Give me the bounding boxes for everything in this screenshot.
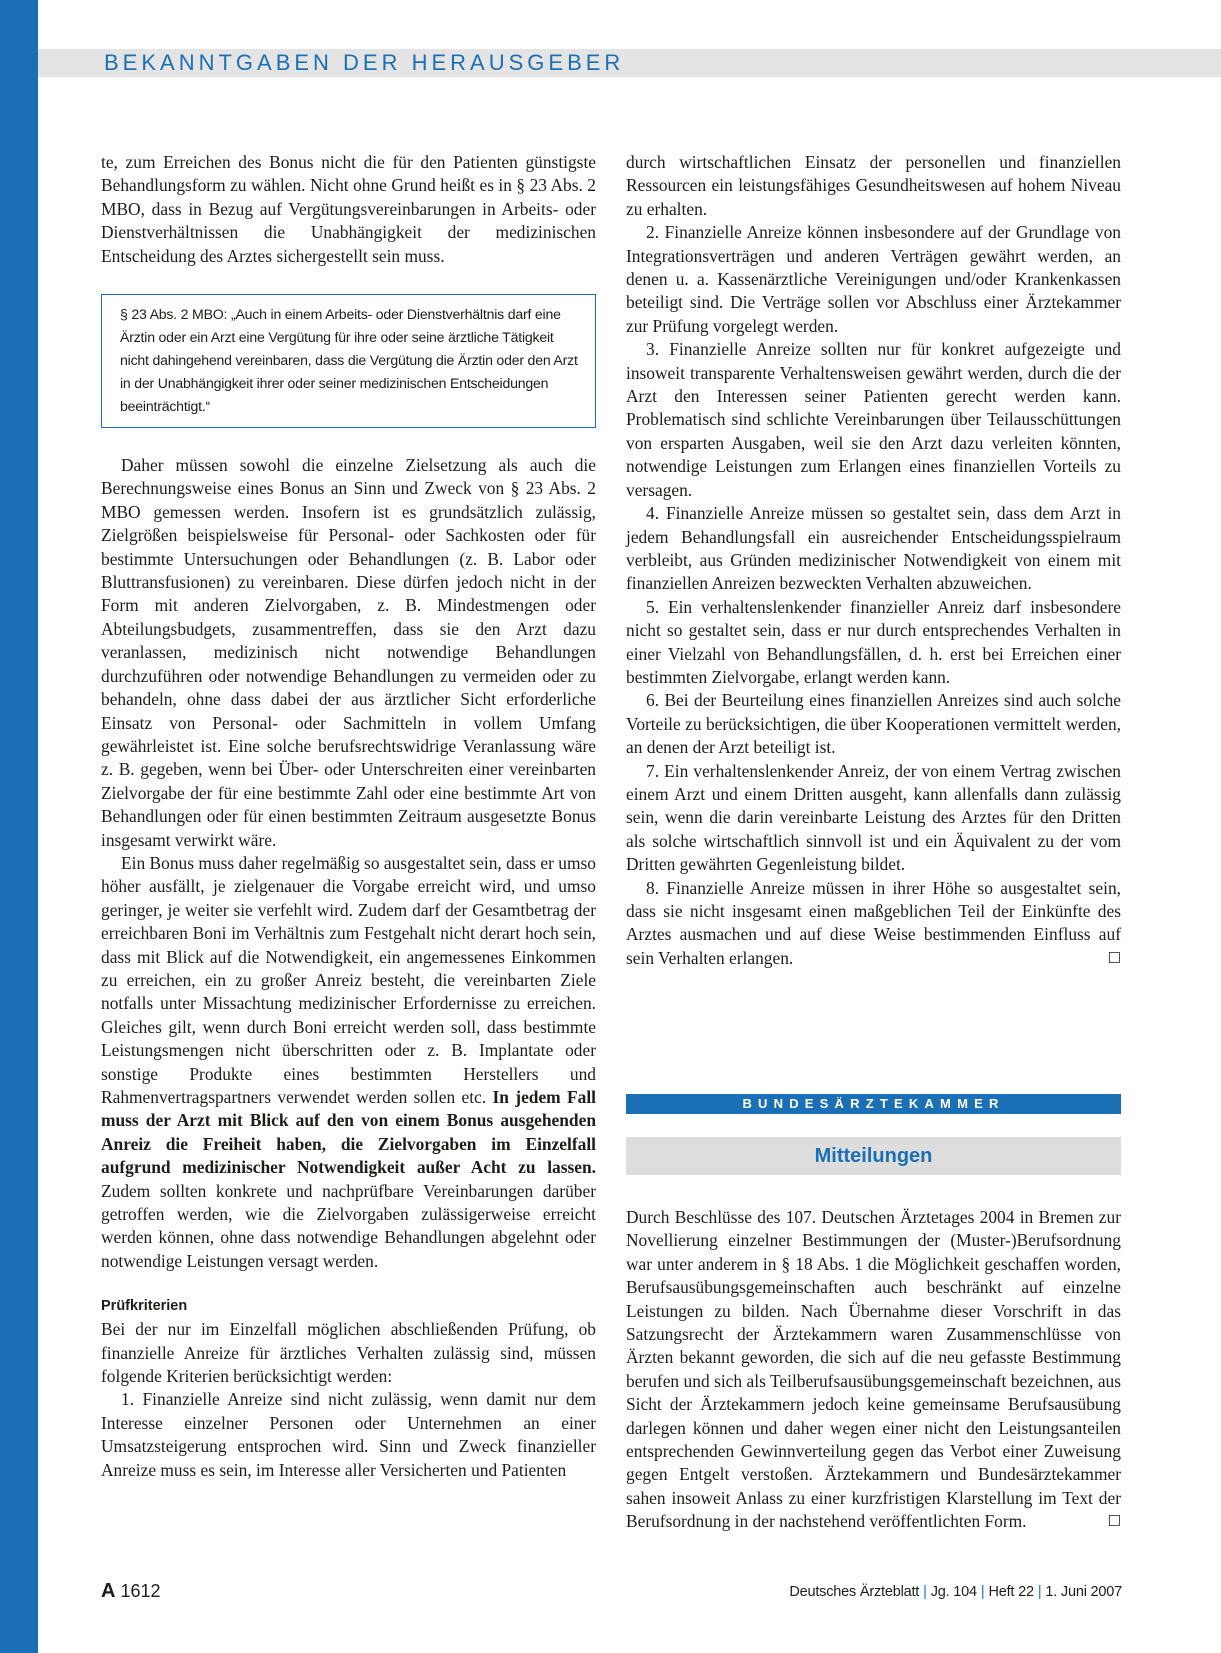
paragraph bbox=[626, 1206, 1121, 1534]
criteria-item: 7. Ein verhaltenslenkender Anreiz, der von einem Vertrag zwischen einem Arzt und einem Dritten ausgeht, kann allenfalls dann zulässig sein, wenn die darin vereinbarte Leistung des Arztes für den Dritten als solche wirtschaftlich sinnvoll ist und ein Äquivalent zu der vom Dritten gewährten Gegenleistung bildet. bbox=[626, 760, 1121, 875]
law-quote-box: § 23 Abs. 2 MBO: „Auch in einem Arbeits- oder Dienstverhältnis darf eine Ärztin oder ein Arzt eine Vergütung für ihre oder seine ärztliche Tätigkeit nicht dahingehend vereinbaren, dass die Vergütung die Ärztin oder den Arzt in der Unabhängigkeit ihrer oder seiner medizinischen Entscheidungen beeinträchtigt.“ bbox=[101, 294, 596, 428]
volume: Jg. 104 bbox=[930, 1584, 977, 1600]
issue: Heft 22 bbox=[988, 1584, 1034, 1600]
bold-statement: In jedem Fall muss der Arzt mit Blick auf den von einem Bonus ausgehenden Anreiz die Freiheit haben, die Zielvorgaben im Einzelfall aufgrund medizinischer Notwendigkeit außer Acht zu lassen. bbox=[101, 1087, 596, 1178]
paragraph: Bei der nur im Einzelfall möglichen abschließenden Prüfung, ob finanzielle Anreize für ärztliches Verhalten zulässig sind, müssen folgende Kriterien berücksichtigt werden: bbox=[101, 1319, 596, 1387]
paragraph bbox=[101, 852, 596, 1273]
paragraph: durch wirtschaftlichen Einsatz der personellen und finanziellen Ressourcen ein leistungsfähiges Gesundheitswesen auf hohem Niveau zu erhalten. bbox=[626, 152, 1121, 219]
subheading: Prüfkriterien bbox=[101, 1298, 188, 1315]
criteria-item: 2. Finanzielle Anreize können insbesondere auf der Grundlage von Integrationsverträgen und anderen Verträgen gewährt werden, an denen u. a. Kassenärztliche Vereinigungen und/oder Krankenkassen beteiligt sind. Die Verträge sollen vor Abschluss einer Ärztekammer zur Prüfung vorgelegt werden. bbox=[626, 222, 1121, 336]
baek-label-bar: BUNDESÄRZTEKAMMER bbox=[626, 1094, 1121, 1114]
paragraph: te, zum Erreichen des Bonus nicht die für den Patienten günstigste Behandlungsform zu wählen. Nicht ohne Grund heißt es in § 23 Abs. 2 MBO, dass in Bezug auf Vergütungsvereinbarungen in Arbeits- oder Dienstverhältnissen die Unabhängigkeit der medizinischen Entscheidung des Arztes sichergestellt sein muss. bbox=[101, 152, 596, 266]
criteria-item: 6. Bei der Beurteilung eines finanziellen Anreizes sind auch solche Vorteile zu berücksichtigen, die über Kooperationen vermittelt werden, an denen der Arzt beteiligt ist. bbox=[626, 690, 1121, 758]
end-mark-icon: ☐ bbox=[1107, 1512, 1121, 1531]
criteria-item: 4. Finanzielle Anreize müssen so gestaltet sein, dass dem Arzt in jedem Behandlungsfall ein ausreichender Entscheidungsspielraum verbleibt, aus Gründen medizinischer Notwendigkeit von einem mit finanziellen Anreizen bezweckten Verhalten abzuweichen. bbox=[626, 503, 1121, 594]
sidebar-accent-bar bbox=[0, 0, 38, 1653]
text-run: Durch Beschlüsse des 107. Deutschen Ärztetages 2004 in Bremen zur Novellierung einzelner Bestimmungen der (Muster-)Berufsordnung war unter anderem in § 18 Abs. 1 die Möglichkeit geschaffen worden, Berufsausübungsgemeinschaften auch beschränkt auf einzelne Leistungen zu bilden. Nach Übernahme dieser Vorschrift in das Satzungsrecht der Ärztekammern waren Zusammenschlüsse von Ärzten bekannt geworden, die sich auf die neu gefasste Bestimmung berufen und sich als Teilberufsausübungsgemeinschaft bezeichnen, aus Sicht der Ärztekammern jedoch keine gemeinsame Berufsausübung darlegen können und daher wegen einer nicht den Leistungsanteilen entsprechenden Gewinnverteilung gegen das Verbot einer Zuweisung gegen Entgelt verstoßen. Ärztekammern und Bundesärztekammer sahen insoweit Anlass zu einer kurzfristigen Klarstellung im Text der Berufsordnung in der nachstehend veröffentlichten Form. bbox=[626, 1207, 1121, 1532]
page-number bbox=[101, 1580, 161, 1602]
separator: | bbox=[980, 1584, 985, 1600]
criteria-item bbox=[626, 877, 1121, 971]
separator: | bbox=[923, 1584, 927, 1600]
text-run: Ein Bonus muss daher regelmäßig so ausgestaltet sein, dass er umso höher ausfällt, je zielgenauer die Vorgabe erreicht wird, und umso geringer, je weiter sie verfehlt wird. Zudem darf der Gesamtbetrag der erreichbaren Boni im Verhältnis zum Festgehalt nicht derart hoch sein, dass mit Blick auf die Notwendigkeit, ein angemessenes Einkommen zu erreichen, ein zu großer Anreiz besteht, die vereinbarten Ziele notfalls unter Missachtung medizinischer Erfordernisse zu erreichen. Gleiches gilt, wenn durch Boni erreicht werden soll, dass bestimmte Leistungsmengen nicht überschritten oder z. B. Implantate oder sonstige Produkte eines bestimmten Herstellers und Rahmenvertragspartners verwendet werden sollen etc. bbox=[101, 852, 596, 1107]
separator: | bbox=[1037, 1584, 1042, 1600]
criteria-item: 1. Finanzielle Anreize sind nicht zulässig, wenn damit nur dem Interesse einzelner Personen oder Unternehmen an einer Umsatzsteigerung entsprochen wird. Sinn und Zweck finanzieller Anreize muss es sein, im Interesse aller Versicherten und Patienten bbox=[101, 1389, 596, 1480]
text-run: 8. Finanzielle Anreize müssen in ihrer Höhe so ausgestaltet sein, dass sie nicht insgesamt einen maßgeblichen Teil der Einkünfte des Arztes ausmachen und auf diese Weise bestimmenden Einfluss auf sein Verhalten erlangen. bbox=[626, 877, 1121, 968]
end-mark-icon: ☐ bbox=[1107, 948, 1121, 967]
left-column bbox=[101, 151, 596, 1482]
text-run: Zudem sollten konkrete und nachprüfbare Vereinbarungen darüber getroffen werden, wie die Zielvorgaben zulässigerweise erreicht werden können, ohne dass notwendige Behandlungen abgelehnt oder notwendige Leistungen versagt werden. bbox=[101, 1180, 596, 1271]
date: 1. Juni 2007 bbox=[1045, 1584, 1122, 1600]
right-column bbox=[626, 151, 1121, 970]
section-title: BEKANNTGABEN DER HERAUSGEBER bbox=[104, 50, 625, 75]
journal-info bbox=[789, 1582, 1122, 1602]
criteria-item: 3. Finanzielle Anreize sollten nur für konkret aufgezeigte und insoweit transparente Verhaltensweisen gewährt werden, durch die der Arzt den Interessen seiner Patienten gerecht werden kann. Problematisch sind schlichte Vereinbarungen über Teilausschüttungen von ersparten Ausgaben, weil sie den Arzt dazu verleiten könnten, notwendige Leistungen zum Erlangen eines finanziellen Vorteils zu versagen. bbox=[626, 339, 1121, 500]
page-prefix: A bbox=[101, 1580, 116, 1602]
journal-name: Deutsches Ärzteblatt bbox=[789, 1584, 920, 1600]
baek-body bbox=[626, 1206, 1121, 1534]
paragraph: Daher müssen sowohl die einzelne Zielsetzung als auch die Berechnungsweise eines Bonus an Sinn und Zweck von § 23 Abs. 2 MBO gemessen werden. Insofern ist es grundsätzlich zulässig, Zielgrößen beispielsweise für Personal- oder Sachkosten oder für bestimmte Untersuchungen oder Behandlungen (z. B. Labor oder Bluttransfusionen) zu vereinbaren. Diese dürfen jedoch nicht in der Form mit anderen Zielvorgaben, z. B. Mindestmengen oder Abteilungsbudgets, zusammentreffen, dass sie den Arzt dazu veranlassen, medizinisch nicht notwendige Behandlungen durchzuführen oder notwendige Behandlungen zu vermeiden oder zu behandeln, ohne dass dabei der aus ärztlicher Sicht erforderliche Einsatz von Personal- oder Sachmitteln in vollem Umfang gewährleistet ist. Eine solche berufsrechtswidrige Veranlassung wäre z. B. gegeben, wenn bei Über- oder Unterschreiten einer vereinbarten Zielvorgabe der für eine bestimmte Zahl oder eine bestimmte Art von Behandlungen oder für einen bestimmten Zeitraum ausgesetzte Bonus insgesamt verwirkt wäre. bbox=[101, 455, 596, 850]
page-number-value: 1612 bbox=[120, 1581, 161, 1601]
section-heading: Mitteilungen bbox=[626, 1137, 1121, 1175]
criteria-item: 5. Ein verhaltenslenkender finanzieller Anreiz darf insbesondere nicht so gestaltet sein, dass er nur durch entsprechendes Verhalten in einer Vielzahl von Behandlungsfällen, d. h. erst bei Erreichen einer bestimmten Zielvorgabe, erlangt werden kann. bbox=[626, 596, 1121, 687]
